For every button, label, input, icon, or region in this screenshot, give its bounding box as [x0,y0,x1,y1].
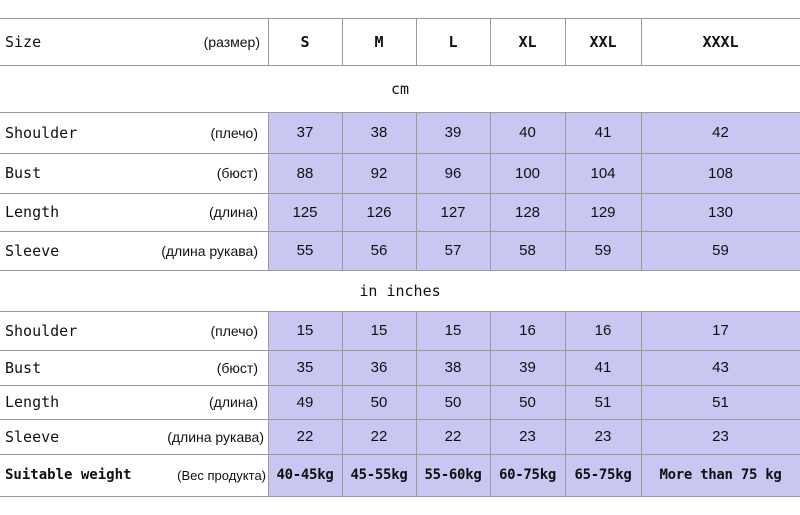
measurement-value: 104 [590,164,616,182]
measurement-label: Shoulder [5,321,78,340]
measurement-value: 36 [370,359,388,376]
measurement-label-ru: (плечо) [210,124,258,141]
measurement-label: Sleeve [5,241,60,260]
measurement-value: 50 [444,393,462,411]
weight-value: 55-60kg [424,467,482,483]
measurement-value: 108 [707,164,734,182]
measurement-value: 40 [519,124,536,141]
weight-value: 65-75kg [574,467,632,483]
section-title-inches: in inches [359,281,441,300]
measurement-value: 15 [370,322,388,339]
row-divider [0,496,800,497]
measurement-value: 96 [444,164,462,182]
measurement-value: 35 [296,359,314,376]
measurement-value: 41 [594,124,612,141]
measurement-label-ru: (длина рукава) [161,242,258,259]
measurement-value: 128 [514,203,541,221]
measurement-value: 15 [296,322,314,339]
size-column-header: XXXL [702,32,739,51]
size-column-header: XL [518,32,537,51]
measurement-label: Length [5,393,60,411]
measurement-value: 38 [370,124,388,141]
measurement-value: 130 [707,203,734,221]
measurement-label-ru: (длина) [209,394,258,410]
measurement-value: 41 [594,359,612,376]
measurement-value: 16 [519,322,536,339]
size-column-header: S [300,32,310,51]
measurement-value: 22 [444,428,462,445]
measurement-label: Bust [5,164,42,182]
measurement-value: 37 [296,124,314,141]
measurement-value: 22 [296,428,314,445]
measurement-value: 23 [594,428,612,445]
size-column-header: XXL [589,32,617,51]
measurement-label: Sleeve [5,427,60,446]
measurement-value: 17 [712,322,729,339]
measurement-value: 51 [712,393,729,411]
measurement-value: 59 [594,242,612,259]
measurement-value: 92 [370,164,388,182]
measurement-label: Shoulder [5,123,78,142]
measurement-value: 16 [594,322,612,339]
measurement-value: 50 [519,393,536,411]
measurement-value: 56 [370,242,388,259]
measurement-value: 43 [712,359,729,376]
measurement-value: 49 [296,393,314,411]
section-title-cm: cm [390,79,410,98]
measurement-value: 125 [292,203,318,221]
measurement-value: 129 [590,203,616,221]
measurement-label-ru: (длина) [209,204,258,220]
measurement-value: 23 [712,428,729,445]
measurement-value: 42 [712,124,729,141]
measurement-value: 23 [519,428,536,445]
measurement-value: 127 [440,203,466,221]
measurement-value: 15 [444,322,462,339]
measurement-value: 58 [519,242,536,259]
measurement-value: 126 [366,203,392,221]
weight-value: 60-75kg [499,467,556,483]
measurement-value: 38 [444,359,462,376]
measurement-label: Length [5,203,60,221]
measurement-value: 50 [370,393,388,411]
measurement-label-ru: (плечо) [210,322,258,339]
measurement-label-ru: (длина рукава) [167,428,264,445]
measurement-value: 55 [296,242,314,259]
weight-label-ru: (Вес продукта) [177,467,266,483]
measurement-value: 57 [444,242,462,259]
weight-value: More than 75 kg [659,467,782,483]
size-header-label-ru: (размер) [203,33,260,50]
measurement-value: 22 [370,428,388,445]
size-column-header: M [374,32,384,51]
weight-value: 45-55kg [350,467,408,483]
weight-value: 40-45kg [276,467,334,483]
weight-label: Suitable weight [5,467,132,483]
measurement-value: 88 [296,164,314,182]
measurement-value: 39 [444,124,462,141]
measurement-value: 51 [594,393,612,411]
measurement-label: Bust [5,358,42,377]
measurement-label-ru: (бюст) [216,165,258,181]
measurement-label-ru: (бюст) [216,359,258,376]
measurement-value: 100 [514,164,541,182]
measurement-value: 59 [712,242,729,259]
size-header-label: Size [5,32,42,51]
size-column-header: L [448,32,458,51]
measurement-value: 39 [519,359,536,376]
